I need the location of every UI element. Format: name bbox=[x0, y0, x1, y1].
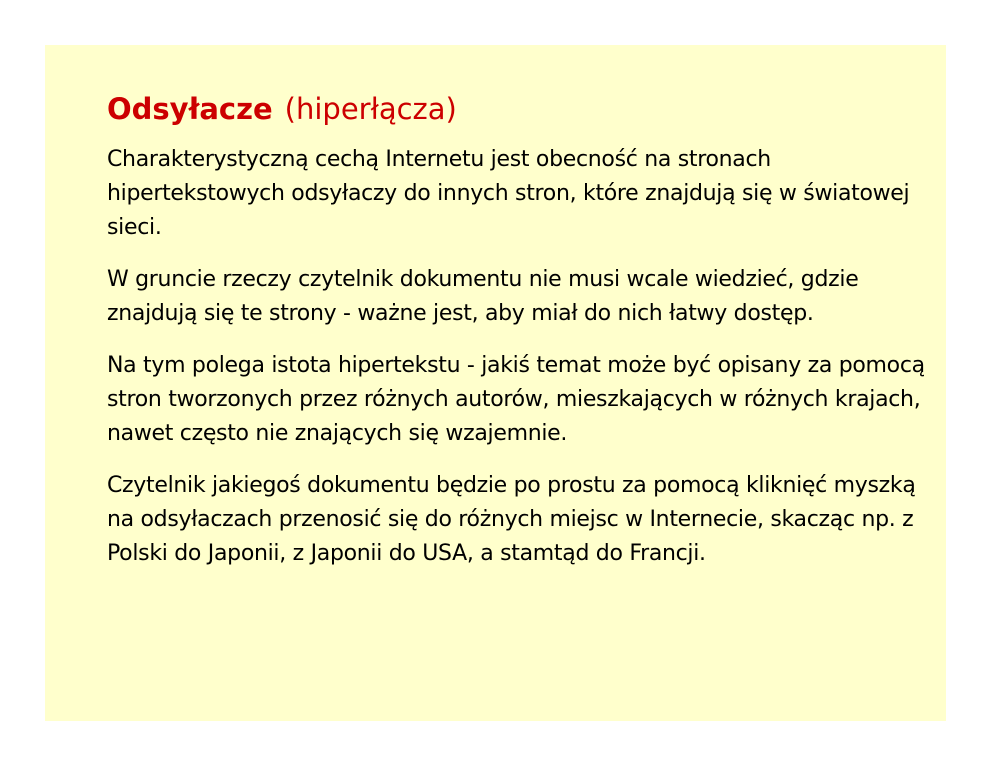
paragraph: Charakterystyczną cechą Internetu jest obecność na stronach hipertekstowych odsyłaczy do innych stron, które znajdują się w światowej sieci. bbox=[107, 147, 910, 240]
title-subtitle: (hiperłącza) bbox=[284, 92, 457, 126]
paragraph: Na tym polega istota hipertekstu - jakiś temat może być opisany za pomocą stron tworzonych przez różnych autorów, mieszkających w różnych krajach, nawet często nie znających się wzajemnie. bbox=[107, 353, 925, 446]
slide-content bbox=[107, 89, 927, 589]
slide bbox=[45, 45, 946, 721]
slide-title bbox=[107, 89, 927, 129]
paragraph: W gruncie rzeczy czytelnik dokumentu nie musi wcale wiedzieć, gdzie znajdują się te strony - ważne jest, aby miał do nich łatwy dostęp. bbox=[107, 267, 859, 326]
title-main: Odsyłacze bbox=[107, 92, 273, 126]
paragraph: Czytelnik jakiegoś dokumentu będzie po prostu za pomocą kliknięć myszką na odsyłaczach przenosić się do różnych miejsc w Internecie, skacząc np. z Polski do Japonii, z Japonii do USA, a stamtąd do Francji. bbox=[107, 473, 916, 566]
